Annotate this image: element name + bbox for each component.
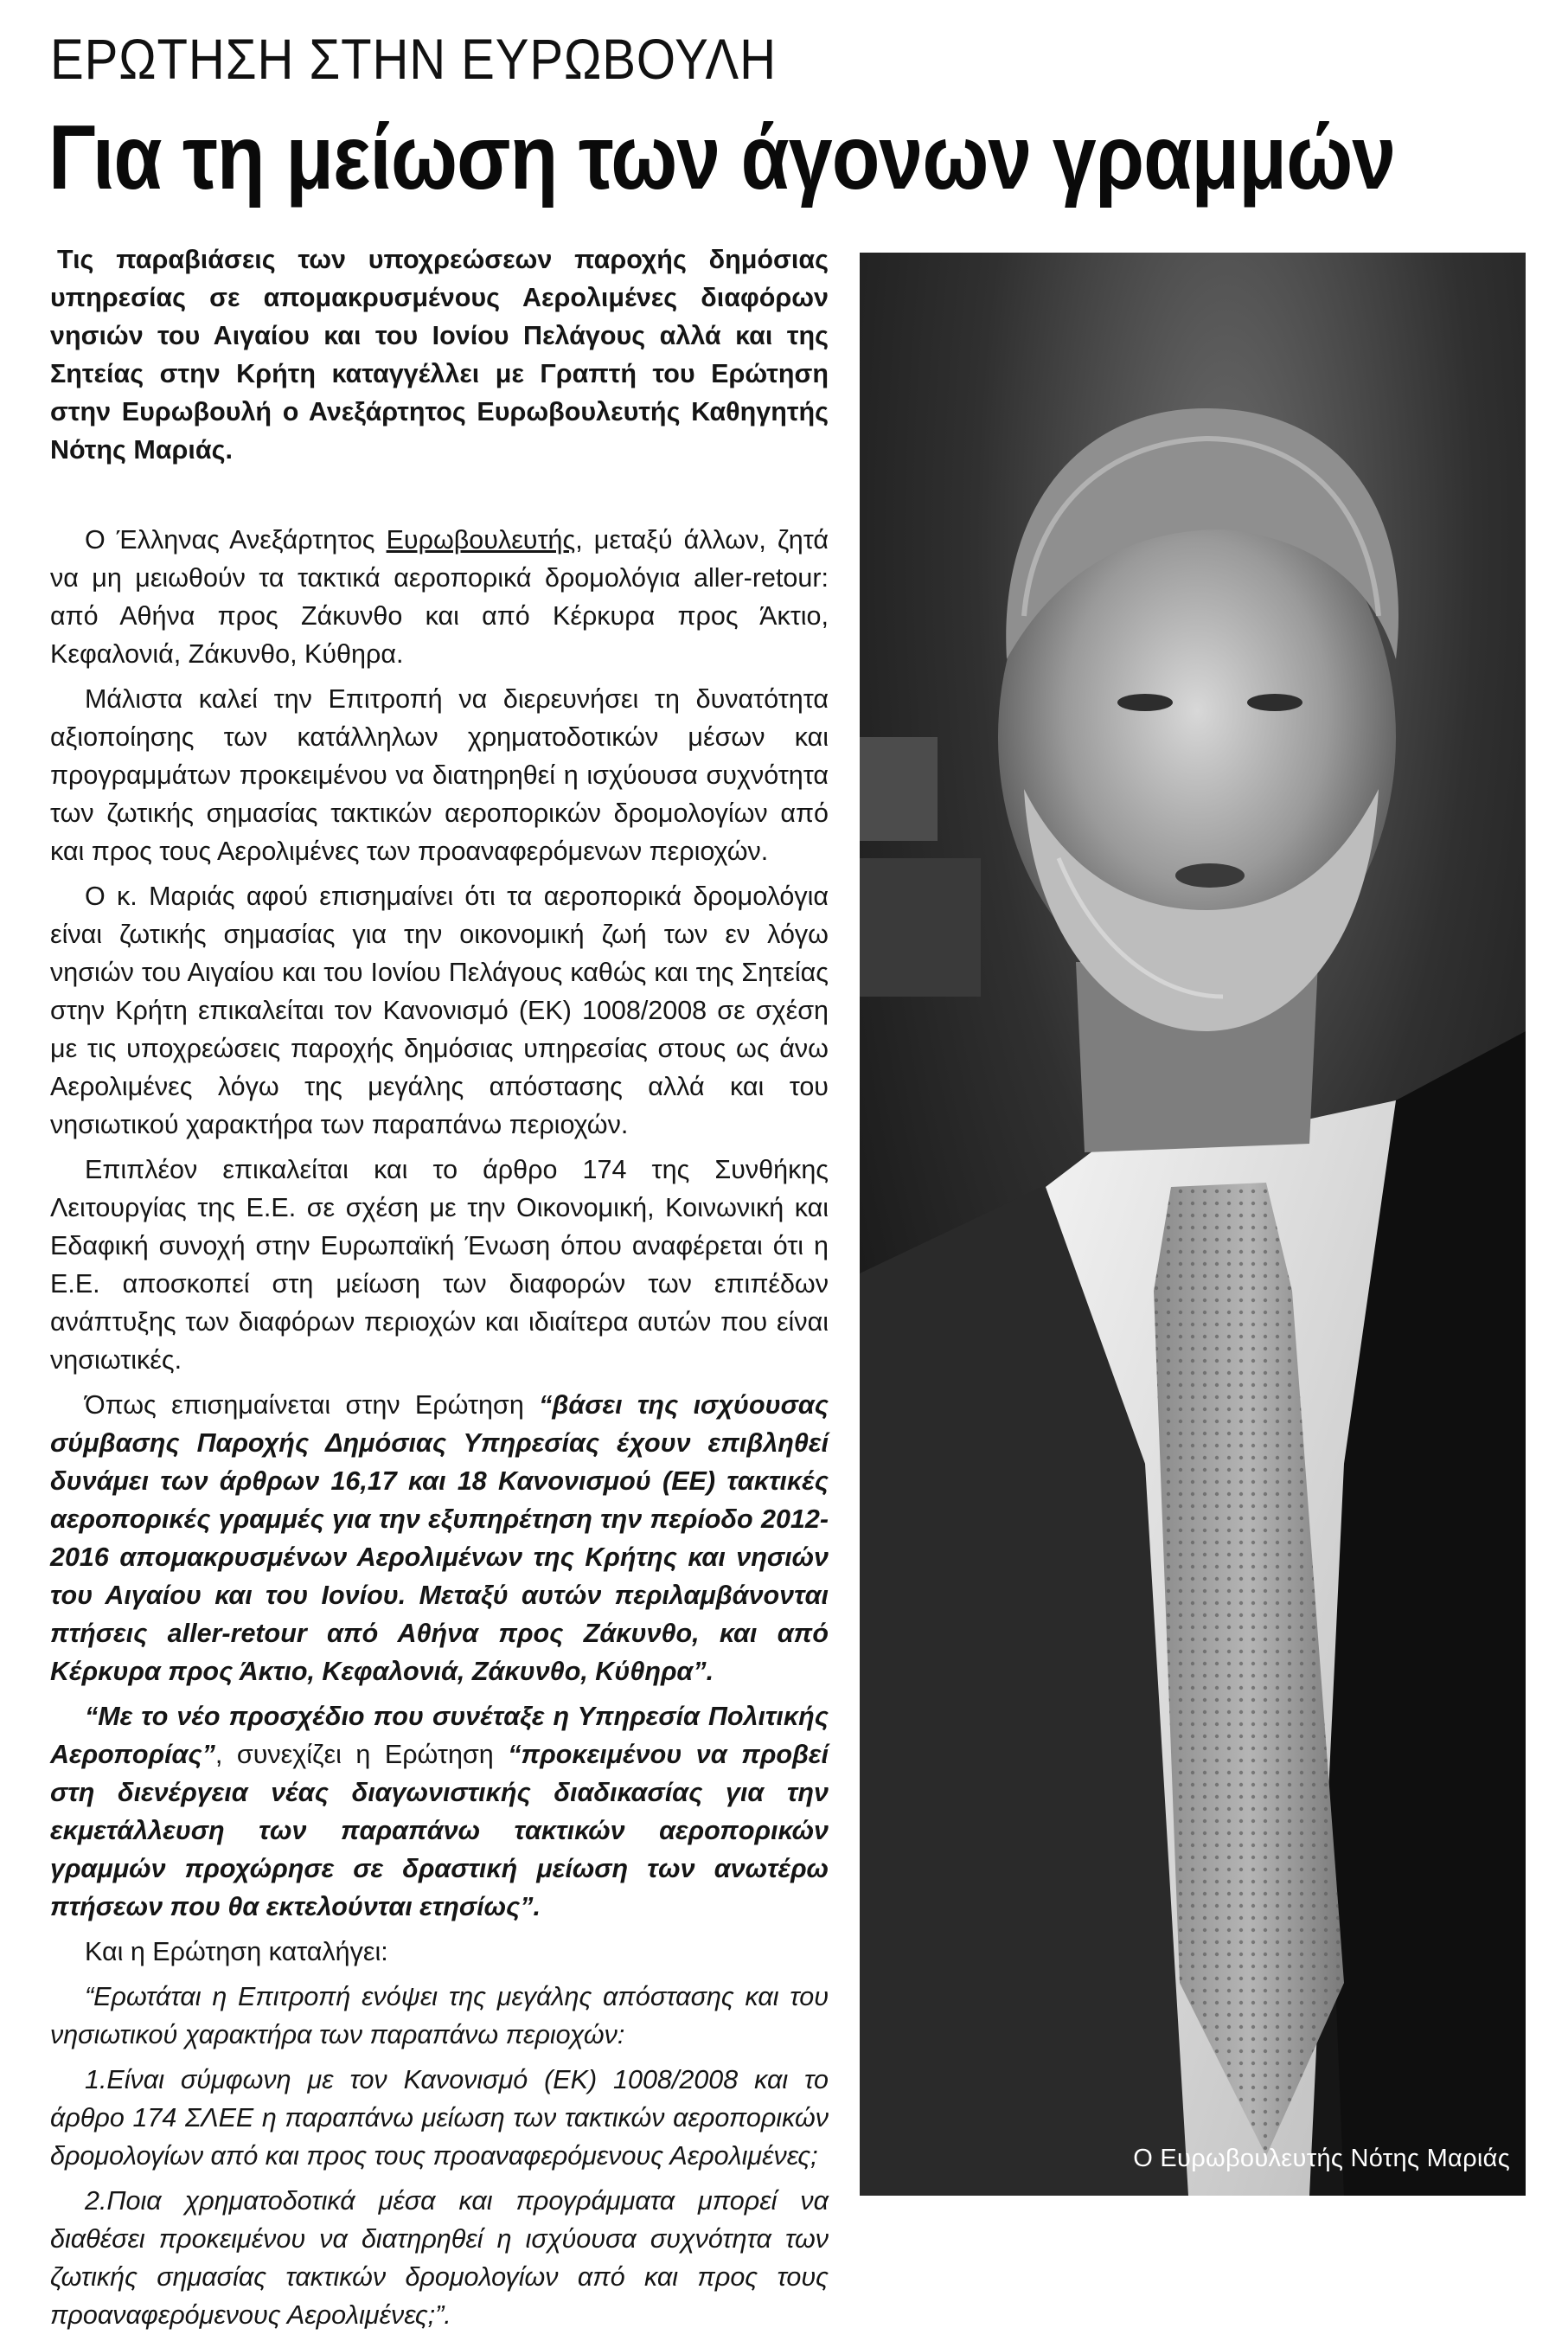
paragraph-4: Επιπλέον επικαλείται και το άρθρο 174 της Συνθήκης Λειτουργίας της Ε.Ε. σε σχέση με την Οικονομική, Κοινωνική και Εδαφική συνοχή στην Ευρωπαϊκή Ένωση όπου αναφέρεται ότι η Ε.Ε. αποσκοπεί στη μείωση των διαφορών των επιπέδων ανάπτυξης των διαφόρων περιοχών και ιδιαίτερα αυτών που είναι νησιωτικές.: [50, 1155, 829, 1375]
paragraph-1: Ο Έλληνας Ανεξάρτητος Ευρωβουλευτής, μεταξύ άλλων, ζητά να μη μειωθούν τα τακτικά αεροπορικά δρομολόγια aller-retour: από Αθήνα προς Ζάκυνθο και από Κέρκυρα προς Άκτιο, Κεφαλονιά, Ζάκυνθο, Κύθηρα.: [50, 525, 829, 669]
paragraph-7: Και η Ερώτηση καταλήγει:: [85, 1937, 388, 1966]
question-2: 2.Ποια χρηματοδοτικά μέσα και προγράμματα μπορεί να διαθέσει προκειμένου να διατηρηθεί η ισχύουσα συχνότητα των ζωτικής σημασίας τακτικών δρομολογίων από και προς τους προαναφερόμενους Αερολιμένες;”.: [50, 2186, 829, 2330]
article-headline: Για τη μείωση των άγονων γραμμών: [48, 106, 1396, 208]
question-1: 1.Είναι σύμφωνη με τον Κανονισμό (ΕΚ) 1008/2008 και το άρθρο 174 ΣΛΕΕ η παραπάνω μείωση των τακτικών αεροπορικών δρομολογίων από και προς τους προαναφερόμενους Αερολιμένες;: [50, 2065, 829, 2171]
photo-caption: Ο Ευρωβουλευτής Νότης Μαριάς: [1133, 2145, 1510, 2172]
paragraph-6: “Με το νέο προσχέδιο που συνέταξε η Υπηρεσία Πολιτικής Αεροπορίας”, συνεχίζει η Ερώτηση “προκειμένου να προβεί στη διενέργεια νέας διαγωνιστικής διαδικασίας για την εκμετάλλευση των παραπάνω τακτικών αεροπορικών γραμμών προχώρησε σε δραστική μείωση των ανωτέρω πτήσεων που θα εκτελούνται ετησίως”.: [50, 1702, 829, 1921]
question-intro: “Ερωτάται η Επιτροπή ενόψει της μεγάλης απόστασης και του νησιωτικού χαρακτήρα των παραπάνω περιοχών:: [50, 1982, 829, 2049]
article-lead: Τις παραβιάσεις των υποχρεώσεων παροχής δημόσιας υπηρεσίας σε απομακρυσμένους Αερολιμένες διαφόρων νησιών του Αιγαίου και του Ιονίου Πελάγους αλλά και της Σητείας στην Κρήτη καταγγέλλει με Γραπτή του Ερώτηση στην Ευρωβουλή ο Ανεξάρτητος Ευρωβουλευτής Καθηγητής Νότης Μαριάς.: [50, 245, 829, 465]
paragraph-5: Όπως επισημαίνεται στην Ερώτηση “βάσει της ισχύουσας σύμβασης Παροχής Δημόσιας Υπηρεσίας έχουν επιβληθεί δυνάμει των άρθρων 16,17 και 18 Κανονισμού (ΕΕ) τακτικές αεροπορικές γραμμές για την εξυπηρέτηση την περίοδο 2012-2016 απομακρυσμένων Αερολιμένων της Κρήτης και νησιών του Αιγαίου και του Ιονίου. Μεταξύ αυτών περιλαμβάνονται πτήσεις aller-retour από Αθήνα προς Ζάκυνθο, και από Κέρκυρα προς Άκτιο, Κεφαλονιά, Ζάκυνθο, Κύθηρα”.: [50, 1390, 829, 1686]
paragraph-2: Μάλιστα καλεί την Επιτροπή να διερευνήσει τη δυνατότητα αξιοποίησης των κατάλληλων χρηματοδοτικών μέσων και προγραμμάτων προκειμένου να διατηρηθεί η ισχύουσα συχνότητα των ζωτικής σημασίας τακτικών αεροπορικών δρομολογίων από και προς τους Αερολιμένες των προαναφερόμενων περιοχών.: [50, 684, 829, 866]
paragraph-3: Ο κ. Μαριάς αφού επισημαίνει ότι τα αεροπορικά δρομολόγια είναι ζωτικής σημασίας για την οικονομική ζωή των εν λόγω νησιών του Αιγαίου και του Ιονίου Πελάγους καθώς και της Σητείας στην Κρήτη επικαλείται τον Κανονισμό (ΕΚ) 1008/2008 σε σχέση με τις υποχρεώσεις παροχής δημόσιας υπηρεσίας στους ως άνω Αερολιμένες λόγω της μεγάλης απόστασης αλλά και του νησιωτικού χαρακτήρα των παραπάνω περιοχών.: [50, 882, 829, 1139]
portrait-photo: [860, 253, 1526, 2196]
article-body: [50, 241, 829, 2341]
portrait-illustration: [860, 253, 1526, 2196]
section-kicker: ΕΡΩΤΗΣΗ ΣΤΗΝ ΕΥΡΩΒΟΥΛΗ: [50, 27, 777, 91]
